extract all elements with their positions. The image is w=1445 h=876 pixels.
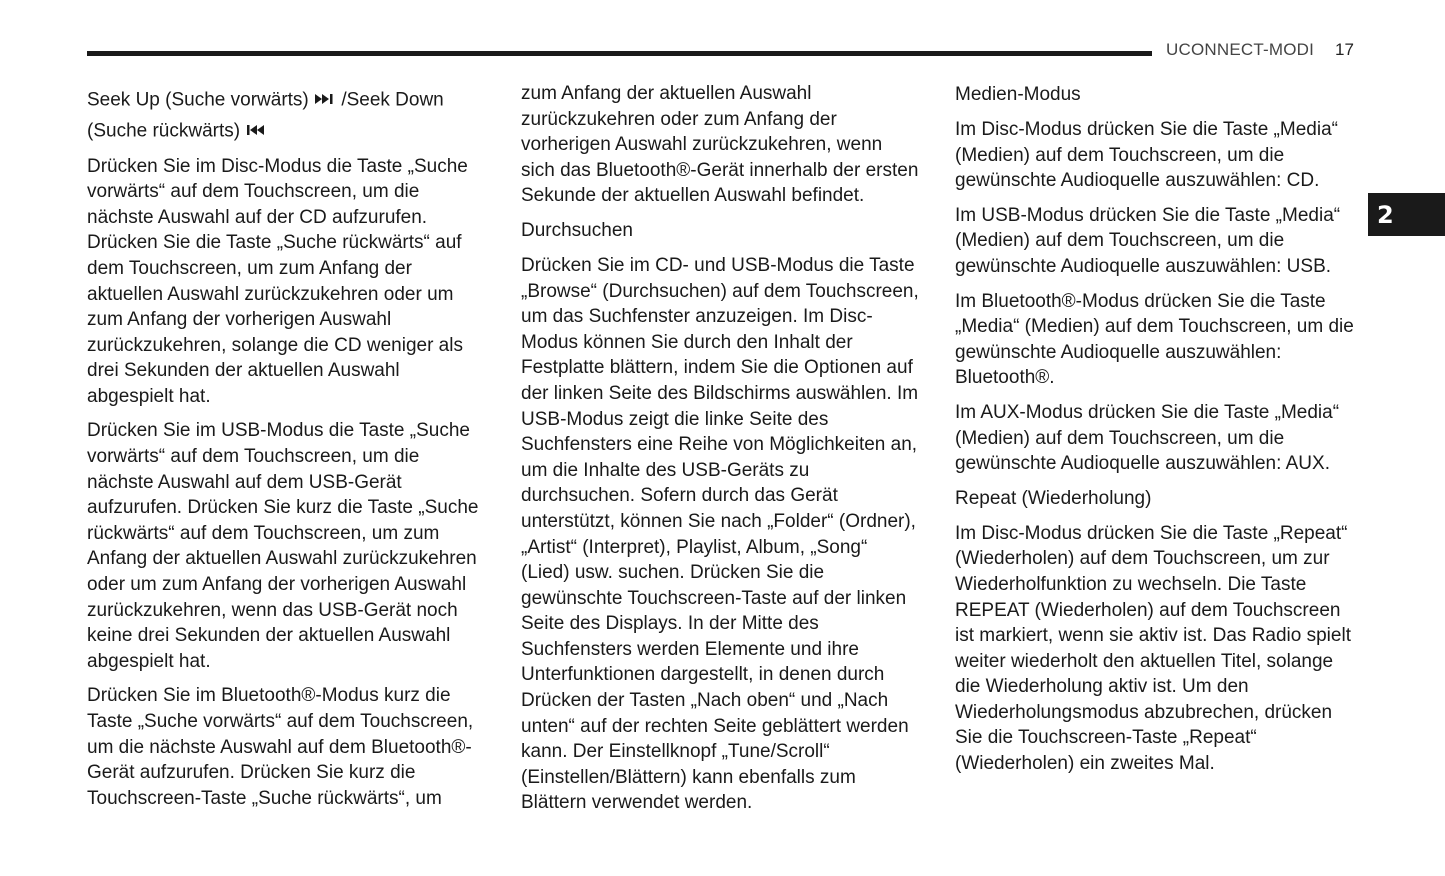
- repeat-heading: Repeat (Wiederholung): [955, 487, 1152, 509]
- seek-forward-icon: [314, 85, 336, 116]
- seek-heading: [87, 85, 489, 147]
- seek-heading-down: /Seek Down: [341, 89, 444, 111]
- column-right: [955, 81, 1355, 786]
- media-usb-paragraph: Im USB-Modus drücken Sie die Taste „Media“ (Medien) auf dem Touchscreen, um die gewünschte Audioquelle auszuwählen: USB.: [955, 204, 1341, 277]
- seek-backward-icon: [245, 116, 267, 147]
- browse-heading: Durchsuchen: [521, 219, 633, 241]
- bluetooth-seek-paragraph: Drücken Sie im Bluetooth®-Modus kurz die Taste „Suche vorwärts“ auf dem Touchscreen, um die nächste Auswahl auf dem Bluetooth®-Gerät aufzurufen. Drücken Sie kurz die Touchscreen-Taste „Suche rückwärts“, um: [87, 685, 474, 809]
- seek-heading-back: (Suche rückwärts): [87, 120, 241, 142]
- media-bluetooth-paragraph: Im Bluetooth®-Modus drücken Sie die Taste „Media“ (Medien) auf dem Touchscreen, um die gewünschte Audioquelle auszuwählen: Bluetooth®.: [955, 290, 1354, 389]
- bluetooth-seek-continuation: zum Anfang der aktuellen Auswahl zurückzukehren oder zum Anfang der vorherigen Auswahl zurückzukehren, wenn sich das Bluetooth®-Gerät innerhalb der ersten Sekunde der aktuellen Auswahl befindet.: [521, 83, 919, 207]
- column-left: [87, 81, 489, 820]
- media-aux-paragraph: Im AUX-Modus drücken Sie die Taste „Media“ (Medien) auf dem Touchscreen, um die gewünschte Audioquelle auszuwählen: AUX.: [955, 401, 1340, 475]
- chapter-tab: [1368, 193, 1445, 236]
- browse-paragraph: Drücken Sie im CD- und USB-Modus die Taste „Browse“ (Durchsuchen) auf dem Touchscreen, um das Suchfenster anzuzeigen. Im Disc-Modus können Sie durch den Inhalt der Festplatte blättern, indem Sie die Optionen auf der linken Seite des Bildschirms auswählen. Im USB-Modus zeigt die linke Seite des Suchfensters eine Reihe von Möglichkeiten an, um die Inhalte des USB-Geräts zu durchsuchen. Sofern durch das Gerät unterstützt, können Sie nach „Folder“ (Ordner), „Artist“ (Interpret), Playlist, Album, „Song“ (Lied) usw. suchen. Drücken Sie die gewünschte Touchscreen-Taste auf der linken Seite des Displays. In der Mitte des Suchfensters werden Elemente und ihre Unterfunktionen dargestellt, in denen durch Drücken der Tasten „Nach oben“ und „Nach unten“ auf der rechten Seite geblättert werden kann. Der Einstellknopf „Tune/Scroll“ (Einstellen/Blättern) kann ebenfalls zum Blättern verwendet werden.: [521, 254, 919, 814]
- disc-seek-paragraph: Drücken Sie im Disc-Modus die Taste „Suche vorwärts“ auf dem Touchscreen, um die nächste Auswahl auf der CD aufzurufen. Drücken Sie die Taste „Suche rückwärts“ auf dem Touchscreen, um zum Anfang der aktuellen Auswahl zurückzukehren oder um zum Anfang der vorherigen Auswahl zurückzukehren, solange die CD weniger als drei Sekunden der aktuellen Auswahl abgespielt hat.: [87, 155, 468, 407]
- repeat-paragraph: Im Disc-Modus drücken Sie die Taste „Repeat“ (Wiederholen) auf dem Touchscreen, um zur Wiederholfunktion zu wechseln. Die Taste REPEAT (Wiederholen) auf dem Touchscreen ist markiert, wenn sie aktiv ist. Das Radio spielt weiter wiederholt den aktuellen Titel, solange die Wiederholung aktiv ist. Um den Wiederholungsmodus abzubrechen, drücken Sie die Touchscreen-Taste „Repeat“ (Wiederholen) ein zweites Mal.: [955, 522, 1351, 775]
- chapter-number: 2: [1377, 200, 1394, 229]
- header-rule: [87, 51, 1152, 56]
- page-number: 17: [1335, 40, 1354, 59]
- seek-heading-up: Seek Up (Suche vorwärts): [87, 89, 309, 111]
- column-middle: [521, 81, 921, 825]
- section-title: UCONNECT-MODI: [1166, 40, 1315, 59]
- usb-seek-paragraph: Drücken Sie im USB-Modus die Taste „Suche vorwärts“ auf dem Touchscreen, um die nächste Auswahl auf dem USB-Gerät aufzurufen. Drücken Sie kurz die Taste „Suche rückwärts“ auf dem Touchscreen, um zum Anfang der aktuellen Auswahl zurückzukehren oder um zum Anfang der vorherigen Auswahl zurückzukehren, wenn das USB-Gerät noch keine drei Sekunden der aktuellen Auswahl abgespielt hat.: [87, 420, 479, 672]
- media-mode-heading: Medien-Modus: [955, 84, 1081, 105]
- media-disc-paragraph: Im Disc-Modus drücken Sie die Taste „Media“ (Medien) auf dem Touchscreen, um die gewünschte Audioquelle auszuwählen: CD.: [955, 119, 1338, 192]
